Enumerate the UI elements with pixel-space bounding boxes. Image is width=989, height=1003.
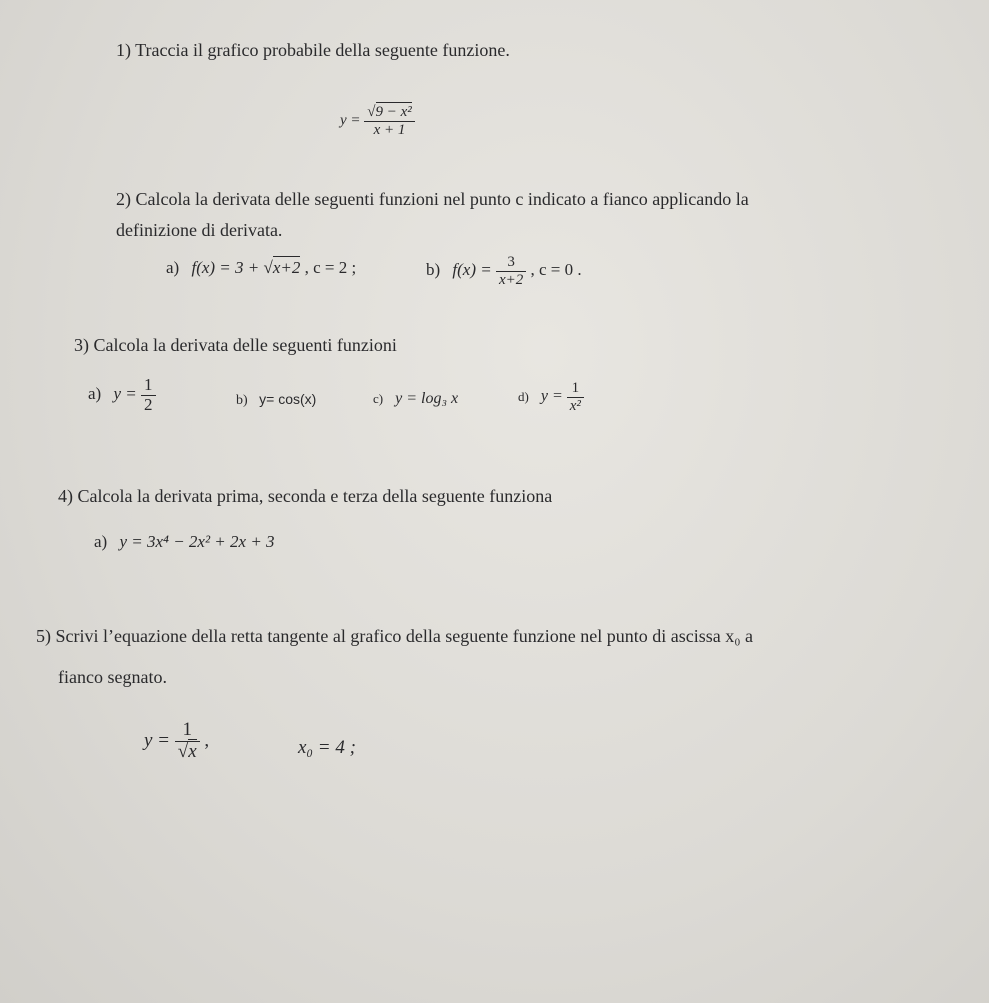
q2-a-c: , c = 2 ; <box>304 258 357 277</box>
q4-item-a <box>94 532 275 552</box>
q2-b-c: , c = 0 . <box>530 259 582 279</box>
q5-heading-line1: 5) Scrivi l’equazione della retta tangente al grafico della seguente funzione nel punto di ascissa x₀ a <box>36 626 753 646</box>
q3-item-a <box>88 376 156 414</box>
q5-den-sqrt: x <box>188 740 197 762</box>
q3-d-lhs: y = <box>540 387 563 405</box>
q2-b-den: x+2 <box>498 271 524 288</box>
q5-formula-lhs: y = <box>144 729 171 751</box>
q3-a-fraction <box>141 376 156 414</box>
q3-a-label: a) <box>88 384 102 404</box>
q2-b-fraction <box>496 254 526 288</box>
q3-a-num: 1 <box>141 376 156 396</box>
q2-a-lhs: f(x) = 3 + <box>191 258 260 277</box>
q5-heading-line2: fianco segnato. <box>58 667 167 687</box>
q1-fraction: $\frac{\text{√9 − x²}}{x + 1}$ <box>364 104 415 138</box>
q3-b-expr: y= cos(x) <box>259 391 317 407</box>
q3-a-lhs: y = <box>113 384 137 404</box>
q3-c-expr: y = log₃ x <box>395 390 459 407</box>
q3-d-label: d) <box>518 388 529 404</box>
q3-a-den: 2 <box>144 394 153 414</box>
q4-a-expr: y = 3x⁴ − 2x² + 2x + 3 <box>119 532 275 551</box>
q4-heading: 4) Calcola la derivata prima, seconda e terza della seguente funziona <box>58 486 553 506</box>
q2-item-b <box>426 254 582 288</box>
q1-formula <box>340 104 415 138</box>
q3-b-label: b) <box>236 393 248 408</box>
q3-item-d <box>518 380 584 414</box>
q2-b-num: 3 <box>496 254 526 272</box>
q2-a-label: a) <box>166 258 180 277</box>
q5-x0: x₀ = 4 ; <box>298 737 356 758</box>
q2-a-sqrt: x+2 <box>272 258 301 277</box>
q3-heading: 3) Calcola la derivata delle seguenti funzioni <box>74 335 397 355</box>
q2-heading-line1: 2) Calcola la derivata delle seguenti funzioni nel punto c indicato a fianco applicando la <box>116 189 749 209</box>
q3-d-fraction <box>567 380 584 414</box>
q5-fraction: $\frac{1}{√x}$ <box>175 720 200 763</box>
q1-sqrt-radicand: 9 − x² <box>375 104 412 120</box>
q3-c-label: c) <box>373 391 384 406</box>
q4-a-label: a) <box>94 532 108 551</box>
q2-item-a: a) f(x) = 3 + √x+2 , c = 2 ; <box>166 258 357 277</box>
q2-heading-line2: definizione di derivata. <box>116 220 283 240</box>
q5-num: 1 <box>175 720 200 742</box>
q1-denominator: x + 1 <box>373 121 406 138</box>
q5-formula-tail: , <box>204 729 210 751</box>
q5-formula <box>144 720 209 763</box>
q3-d-num: 1 <box>567 380 584 398</box>
q1-formula-lhs: y = <box>340 112 361 129</box>
q3-item-c <box>373 390 458 408</box>
q1-heading: 1) Traccia il grafico probabile della seguente funzione. <box>116 40 510 60</box>
q3-item-b <box>236 391 316 409</box>
q2-b-lhs: f(x) = <box>452 259 492 279</box>
q2-b-label: b) <box>426 259 441 279</box>
q3-d-den: x² <box>569 397 581 414</box>
